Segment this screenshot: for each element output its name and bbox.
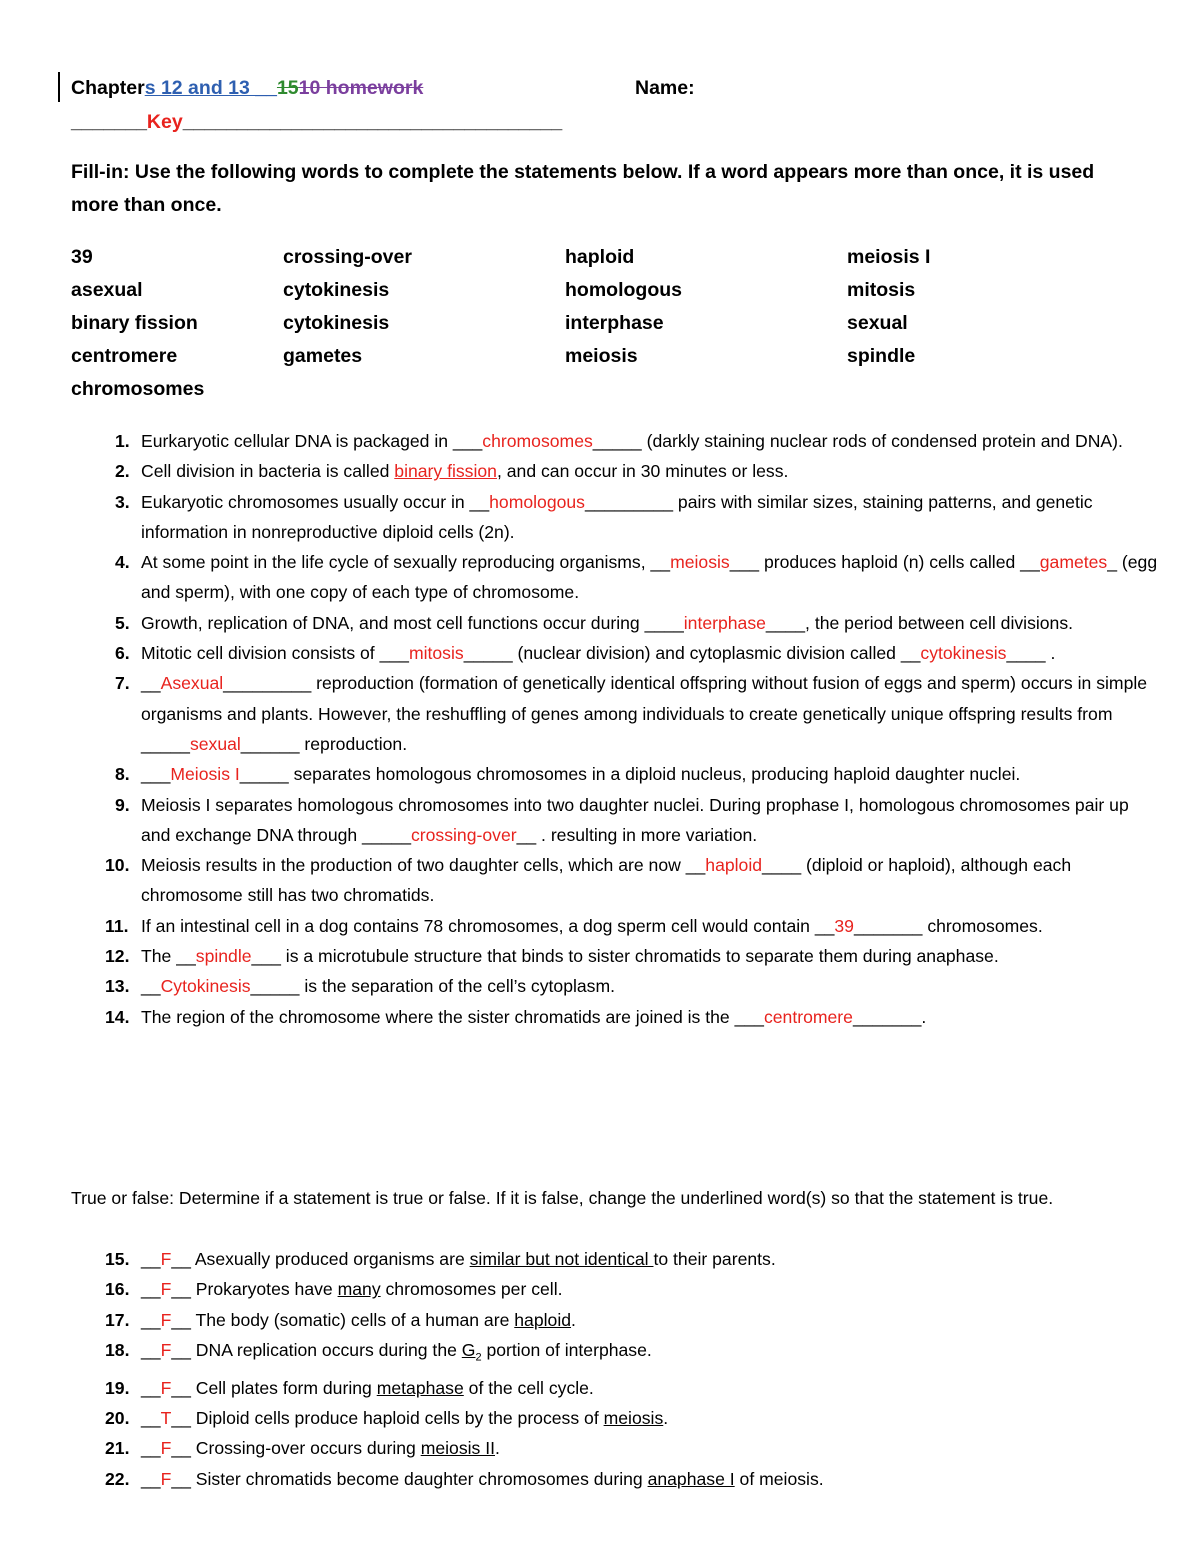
word-bank-word: gametes	[283, 345, 363, 367]
question-text: __	[141, 1468, 161, 1489]
answer-text: F	[160, 1468, 172, 1489]
question-text: If an intestinal cell in a dog contains 78 chromosomes, a dog sperm cell would contain __	[141, 915, 835, 936]
question-item	[71, 1002, 1161, 1032]
title-struck-number: 15	[276, 77, 299, 99]
question-text: ______ reproduction.	[240, 733, 408, 754]
question-item	[71, 608, 1161, 638]
answer-text: Cytokinesis	[160, 976, 251, 997]
question-text: __	[141, 1309, 161, 1330]
answer-text: F	[160, 1279, 172, 1300]
question-item	[71, 1305, 1161, 1335]
question-number: 8.	[115, 764, 130, 785]
question-number: 22.	[105, 1468, 130, 1489]
worksheet-title	[71, 72, 695, 104]
key-blank-after: ___________________________________	[182, 111, 563, 133]
title-struck-homework: 10 homework	[298, 77, 424, 99]
question-text: _____ separates homologous chromosomes in a diploid nucleus, producing haploid daughter nuclei.	[239, 764, 1021, 785]
question-item	[71, 456, 1161, 486]
answer-text: T	[160, 1408, 172, 1428]
answer-text: F	[160, 1438, 172, 1459]
question-text: to their parents.	[653, 1249, 776, 1269]
question-number: 1.	[115, 431, 130, 451]
key-label: Key	[146, 111, 183, 133]
answer-text: interphase	[683, 612, 766, 633]
question-item	[71, 1403, 1161, 1433]
name-key-line	[71, 106, 562, 138]
question-text: _____ is the separation of the cell’s cytoplasm.	[250, 976, 616, 997]
question-number: 6.	[115, 643, 130, 664]
question-text: .	[495, 1438, 500, 1459]
question-item	[71, 668, 1161, 759]
word-bank-word: sexual	[847, 312, 908, 334]
question-text: __	[141, 1408, 161, 1428]
question-item	[71, 1274, 1161, 1304]
question-text: The region of the chromosome where the sister chromatids are joined is the ___	[141, 1006, 764, 1027]
word-bank-word: crossing-over	[283, 246, 412, 268]
word-bank-word: asexual	[71, 279, 143, 301]
word-bank-word: meiosis	[565, 345, 638, 367]
word-bank-word: cytokinesis	[283, 279, 390, 301]
answer-text: F	[160, 1339, 172, 1360]
word-bank-word: centromere	[71, 345, 178, 367]
question-text: __	[141, 673, 161, 694]
word-bank-word: interphase	[565, 312, 664, 334]
question-text: ____ .	[1006, 643, 1056, 664]
key-blank-before: _______	[71, 111, 147, 133]
question-number: 12.	[105, 946, 130, 967]
question-item	[71, 1335, 1161, 1373]
question-number: 5.	[115, 612, 130, 633]
question-text: Growth, replication of DNA, and most cell functions occur during ____	[141, 612, 684, 633]
question-text: __	[141, 1279, 161, 1300]
word-bank-word: 39	[71, 246, 93, 268]
question-item	[71, 487, 1161, 548]
underlined-term: G	[461, 1339, 476, 1360]
question-number: 15.	[105, 1249, 130, 1269]
answer-text: homologous	[489, 491, 585, 512]
question-item	[71, 759, 1161, 789]
question-item	[71, 790, 1161, 851]
question-text: __	[141, 1438, 161, 1459]
question-text: ___ is a microtubule structure that binds to sister chromatids to separate them during anaphase.	[251, 946, 999, 967]
answer-text: 39	[834, 915, 854, 936]
question-number: 16.	[105, 1279, 130, 1300]
answer-text: spindle	[195, 946, 252, 967]
question-text: _ (egg and sperm), with one copy of each type of chromosome.	[141, 552, 1158, 603]
question-text: __	[141, 976, 161, 997]
question-text: _______.	[852, 1006, 927, 1027]
question-text: __ Crossing-over occurs during	[171, 1438, 421, 1459]
answer-text: Asexual	[160, 673, 224, 694]
question-item	[71, 850, 1161, 911]
word-bank-word: mitosis	[847, 279, 916, 301]
question-text: portion of interphase.	[481, 1339, 652, 1360]
question-number: 7.	[115, 673, 130, 694]
question-text: of the cell cycle.	[463, 1377, 594, 1398]
answer-text: gametes	[1039, 552, 1108, 573]
question-text: Cell division in bacteria is called	[141, 461, 395, 482]
word-bank-word: haploid	[565, 246, 635, 268]
answer-text: meiosis	[670, 552, 730, 573]
question-number: 17.	[105, 1309, 130, 1330]
question-number: 4.	[115, 552, 130, 573]
question-text: __ The body (somatic) cells of a human are	[171, 1309, 515, 1330]
question-item	[71, 426, 1161, 456]
question-item	[71, 971, 1161, 1001]
question-text: At some point in the life cycle of sexually reproducing organisms, __	[141, 552, 671, 573]
underlined-term: similar but not identical	[469, 1249, 654, 1269]
answer-text: crossing-over	[410, 824, 517, 845]
true-false-instructions: True or false: Determine if a statement is true or false. If it is false, change the underlined word(s) so that the statement is true.	[71, 1188, 1054, 1208]
answer-text: haploid	[705, 855, 763, 876]
question-text: Mitotic cell division consists of ___	[141, 643, 409, 664]
question-number: 14.	[105, 1006, 130, 1027]
word-bank-word: homologous	[565, 279, 682, 301]
question-text: chromosomes per cell.	[380, 1279, 563, 1300]
question-number: 20.	[105, 1408, 130, 1428]
question-text: __ Prokaryotes have	[171, 1279, 338, 1300]
question-number: 13.	[105, 976, 130, 997]
question-text: _________ pairs with similar sizes, staining patterns, and genetic information in nonreproductive diploid cells (2n).	[141, 491, 1093, 542]
question-item	[71, 1433, 1161, 1463]
underlined-term: anaphase I	[647, 1468, 735, 1489]
answer-text: cytokinesis	[920, 643, 1007, 664]
subscript: 2	[475, 1351, 482, 1364]
question-number: 19.	[105, 1377, 130, 1398]
answer-text: binary fission	[394, 461, 497, 482]
question-text: __ . resulting in more variation.	[516, 824, 758, 845]
underlined-term: meiosis II	[420, 1438, 495, 1459]
question-text: _______ chromosomes.	[853, 915, 1043, 936]
question-item	[71, 1373, 1161, 1403]
word-bank-word: cytokinesis	[283, 312, 390, 334]
question-number: 2.	[115, 461, 130, 482]
answer-text: mitosis	[408, 643, 464, 664]
word-bank-word: binary fission	[71, 312, 198, 334]
fill-in-list	[71, 426, 1161, 1032]
question-text: Meiosis I separates homologous chromosomes into two daughter nuclei. During prophase I, homologous chromosomes pair up and exchange DNA through _____	[141, 794, 1129, 845]
question-number: 11.	[105, 915, 129, 936]
question-item	[71, 1464, 1161, 1494]
question-text: __ Asexually produced organisms are	[171, 1249, 470, 1269]
question-number: 21.	[105, 1438, 130, 1459]
name-label: Name:	[635, 77, 695, 99]
question-number: 10.	[105, 855, 130, 876]
question-text: __ DNA replication occurs during the	[171, 1339, 462, 1360]
answer-text: F	[160, 1309, 172, 1330]
question-text: __	[141, 1249, 161, 1269]
question-item	[71, 547, 1161, 608]
question-text: .	[663, 1408, 669, 1428]
question-item	[71, 638, 1161, 668]
answer-text: F	[160, 1377, 172, 1398]
question-item	[71, 911, 1161, 941]
question-number: 9.	[115, 794, 130, 815]
word-bank-column-4	[847, 241, 1107, 373]
underlined-term: meiosis	[603, 1408, 664, 1428]
question-text: The __	[141, 946, 196, 967]
question-text: _________ reproduction (formation of genetically identical offspring without fusion of eggs and sperm) occurs in simple organisms and plants. However, the reshuffling of genes among individuals to create genetically unique offspring results from _____	[141, 673, 1148, 754]
question-item	[71, 941, 1161, 971]
question-text: _____ (darkly staining nuclear rods of condensed protein and DNA).	[592, 431, 1123, 451]
word-bank-word: spindle	[847, 345, 916, 367]
answer-text: centromere	[763, 1006, 853, 1027]
underlined-term: metaphase	[376, 1377, 464, 1398]
question-text: of meiosis.	[734, 1468, 824, 1489]
question-text: __ Sister chromatids become daughter chromosomes during	[171, 1468, 648, 1489]
fill-in-instructions: Fill-in: Use the following words to complete the statements below. If a word appears more than once, it is used more than once.	[71, 161, 1095, 216]
question-text: ___	[141, 764, 171, 785]
text-cursor	[58, 72, 60, 102]
answer-text: sexual	[189, 733, 241, 754]
answer-text: chromosomes	[482, 431, 593, 451]
question-number: 18.	[105, 1339, 130, 1360]
question-text: ____ (diploid or haploid), although each chromosome still has two chromatids.	[141, 855, 1072, 906]
question-text: __ Cell plates form during	[171, 1377, 377, 1398]
question-text: ___ produces haploid (n) cells called __	[729, 552, 1040, 573]
title-chapters: s 12 and 13 __	[144, 77, 277, 99]
question-text: __ Diploid cells produce haploid cells by the process of	[171, 1408, 604, 1428]
question-number: 3.	[115, 491, 130, 512]
question-text: __	[141, 1377, 161, 1398]
word-bank-column-3	[565, 241, 825, 373]
answer-text: F	[160, 1249, 172, 1269]
question-text: Meiosis results in the production of two daughter cells, which are now __	[141, 855, 706, 876]
word-bank-word: meiosis I	[847, 246, 931, 268]
answer-text: Meiosis I	[170, 764, 240, 785]
question-text: _____ (nuclear division) and cytoplasmic division called __	[463, 643, 921, 664]
question-text: Eukaryotic chromosomes usually occur in __	[141, 491, 490, 512]
question-text: ____, the period between cell divisions.	[765, 612, 1074, 633]
title-prefix: Chapter	[71, 77, 145, 99]
true-false-list	[71, 1244, 1161, 1494]
question-text: Eurkaryotic cellular DNA is packaged in ___	[141, 431, 483, 451]
word-bank-column-2	[283, 241, 543, 373]
question-item	[71, 1244, 1161, 1274]
underlined-term: haploid	[514, 1309, 572, 1330]
question-text: , and can occur in 30 minutes or less.	[496, 461, 789, 482]
word-bank-word: chromosomes	[71, 378, 205, 400]
underlined-term: many	[337, 1279, 381, 1300]
question-text: .	[571, 1309, 576, 1330]
question-text: __	[141, 1339, 161, 1360]
